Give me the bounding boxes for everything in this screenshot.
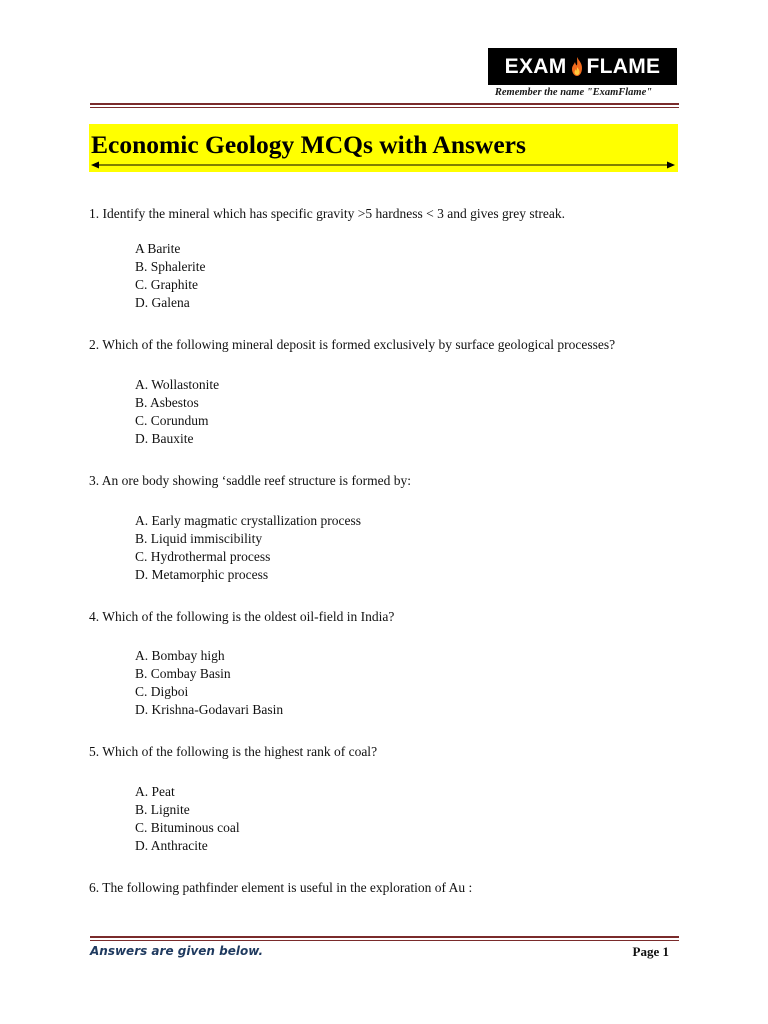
question-2: 2. Which of the following mineral deposit is formed exclusively by surface geological processes?: [89, 337, 616, 352]
footer-note: Answers are given below.: [90, 944, 264, 958]
page-number: Page 1: [632, 944, 669, 959]
page-title: Economic Geology MCQs with Answers: [91, 130, 526, 159]
option-b: B. Sphalerite: [135, 259, 206, 274]
option-d: D. Bauxite: [135, 431, 194, 446]
option-b: B. Liquid immiscibility: [135, 531, 263, 546]
option-d: D. Krishna-Godavari Basin: [135, 702, 284, 717]
option-b: B. Combay Basin: [135, 666, 231, 681]
option-c: C. Corundum: [135, 413, 209, 428]
option-d: D. Galena: [135, 295, 190, 310]
footer-divider-top: [90, 936, 679, 938]
question-2-options: [135, 376, 219, 448]
option-a: A. Early magmatic crystallization process: [135, 513, 362, 528]
question-3: 3. An ore body showing ‘saddle reef structure is formed by:: [89, 473, 412, 488]
header-divider-top: [90, 103, 679, 105]
footer-divider-bottom: [90, 940, 679, 941]
question-4: 4. Which of the following is the oldest oil-field in India?: [89, 609, 395, 624]
title-banner: [89, 124, 678, 172]
option-a: A. Peat: [135, 784, 175, 799]
tagline: Remember the name "ExamFlame": [494, 87, 653, 98]
option-a: A Barite: [135, 241, 181, 256]
question-4-options: [135, 647, 283, 719]
question-6: 6. The following pathfinder element is useful in the exploration of Au :: [89, 880, 473, 895]
option-c: C. Graphite: [135, 277, 198, 292]
double-arrow-underline: [91, 161, 675, 169]
option-a: A. Bombay high: [135, 648, 225, 663]
option-b: B. Asbestos: [135, 395, 199, 410]
logo-text-exam: EXAM: [504, 54, 567, 78]
question-3-options: [135, 512, 361, 584]
question-5-options: [135, 783, 240, 855]
option-c: C. Hydrothermal process: [135, 549, 271, 564]
option-c: C. Digboi: [135, 684, 189, 699]
option-d: D. Metamorphic process: [135, 567, 269, 582]
header-divider-bottom: [90, 107, 679, 108]
question-1-options: [135, 240, 206, 312]
flame-icon: [570, 56, 584, 78]
question-1: 1. Identify the mineral which has specific gravity >5 hardness < 3 and gives grey streak.: [89, 206, 565, 221]
option-b: B. Lignite: [135, 802, 190, 817]
question-5: 5. Which of the following is the highest rank of coal?: [89, 744, 378, 759]
examflame-logo: [488, 48, 677, 85]
option-d: D. Anthracite: [135, 838, 208, 853]
logo-text-flame: FLAME: [586, 54, 661, 78]
option-c: C. Bituminous coal: [135, 820, 240, 835]
option-a: A. Wollastonite: [135, 377, 220, 392]
